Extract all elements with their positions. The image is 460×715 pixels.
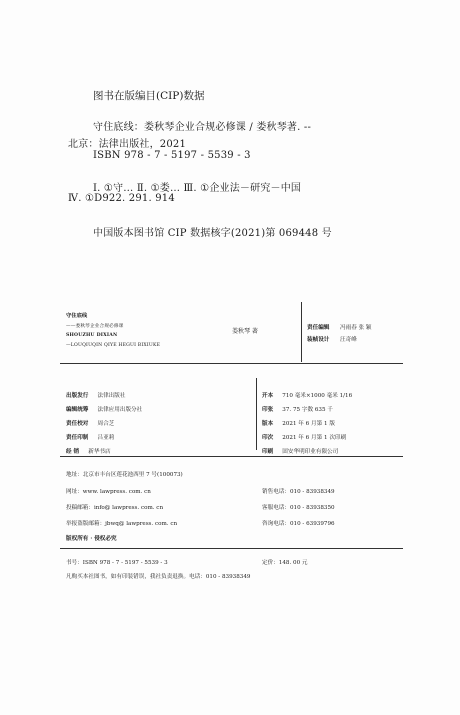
production-label: 印张 bbox=[262, 407, 274, 413]
cip-isbn-line: ISBN 978 - 7 - 5197 - 5539 - 3 bbox=[93, 150, 251, 161]
book-title-cn: 守住底线 bbox=[66, 313, 88, 319]
contact-service-phone: 客服电话：010 - 83938350 bbox=[262, 505, 335, 511]
production-label: 责任印制 bbox=[66, 435, 89, 441]
editor-value: 冯雨春 张 颖 bbox=[340, 325, 372, 331]
cip-heading: 图书在版编目(CIP)数据 bbox=[93, 90, 205, 102]
cip-subject-line-1: Ⅰ. ①守… Ⅱ. ①娄… Ⅲ. ①企业法－研究－中国 bbox=[93, 183, 302, 194]
production-label: 版本 bbox=[262, 421, 274, 427]
contact-submission-email: 投稿邮箱：info@ lawpress. com. cn bbox=[66, 505, 164, 511]
production-item bbox=[262, 438, 338, 457]
production-label: 出版发行 bbox=[66, 393, 89, 399]
author-line: 娄秋琴 著 bbox=[232, 328, 258, 335]
production-divider bbox=[256, 378, 257, 450]
production-label: 开本 bbox=[262, 393, 274, 399]
production-value: 周合芝 bbox=[97, 421, 115, 427]
production-label: 经 销 bbox=[66, 449, 80, 455]
contact-sales-phone: 销售电话：010 - 83938349 bbox=[262, 489, 335, 495]
section-rule-2 bbox=[60, 456, 403, 457]
footer-price: 定价：148. 00 元 bbox=[262, 560, 308, 566]
production-value: 2021 年 6 月第 1 版 bbox=[282, 421, 335, 427]
production-value: 新华书店 bbox=[88, 449, 111, 455]
book-subtitle-pinyin: —LOUQIUQIN QIYE HEGUI BIXIUKE bbox=[66, 343, 161, 348]
production-value: 2021 年 6 月第 1 次印刷 bbox=[282, 435, 347, 441]
section-rule-1 bbox=[60, 363, 403, 364]
production-item bbox=[66, 438, 111, 457]
production-value: 法律应用出版分社 bbox=[97, 407, 143, 413]
production-label: 责任校对 bbox=[66, 421, 89, 427]
footer-note: 凡购买本社图书，如有印装错误，我社负责退换。电话：010 - 83938349 bbox=[66, 574, 251, 580]
contact-inquiry-phone: 咨询电话：010 - 63939796 bbox=[262, 521, 335, 527]
production-value: 固安华明印业有限公司 bbox=[282, 449, 339, 455]
cip-subject-line-2: Ⅳ. ①D922. 291. 914 bbox=[68, 193, 175, 204]
production-value: 吕亚莉 bbox=[97, 435, 115, 441]
book-subtitle-cn: ——娄秋琴企业合规必修课 bbox=[66, 324, 124, 329]
footer-isbn: 书号：ISBN 978 - 7 - 5197 - 5539 - 3 bbox=[66, 560, 168, 566]
production-value: 710 毫米×1000 毫米 1/16 bbox=[282, 393, 353, 399]
section-rule-3 bbox=[60, 548, 403, 549]
design-label: 装帧设计 bbox=[307, 337, 330, 343]
production-value: 37. 75 字数 635 千 bbox=[282, 407, 333, 413]
production-label: 编辑统筹 bbox=[66, 407, 89, 413]
copyright-notice: 版权所有 · 侵权必究 bbox=[66, 536, 117, 542]
book-title-pinyin: SHOUZHU DIXIAN bbox=[66, 333, 118, 338]
production-label: 印刷 bbox=[262, 449, 274, 455]
cip-title-line: 守住底线：娄秋琴企业合规必修课 / 娄秋琴著. -- bbox=[93, 122, 312, 133]
cip-publisher-line: 北京：法律出版社，2021 bbox=[68, 139, 187, 150]
production-value: 法律出版社 bbox=[97, 393, 126, 399]
contact-piracy-email: 举报盗版邮箱：jbwq@ lawpress. com. cn bbox=[66, 521, 178, 527]
info-divider bbox=[301, 302, 302, 362]
editor-label: 责任编辑 bbox=[307, 325, 330, 331]
contact-website: 网址：www. lawpress. com. cn bbox=[66, 489, 151, 495]
design-value: 汪奇峰 bbox=[340, 337, 357, 343]
production-label: 印次 bbox=[262, 435, 274, 441]
contact-address: 地址：北京市丰台区莲花池西里 7 号(100073) bbox=[66, 472, 183, 478]
cip-record-line: 中国版本图书馆 CIP 数据核字(2021)第 069448 号 bbox=[93, 228, 332, 239]
